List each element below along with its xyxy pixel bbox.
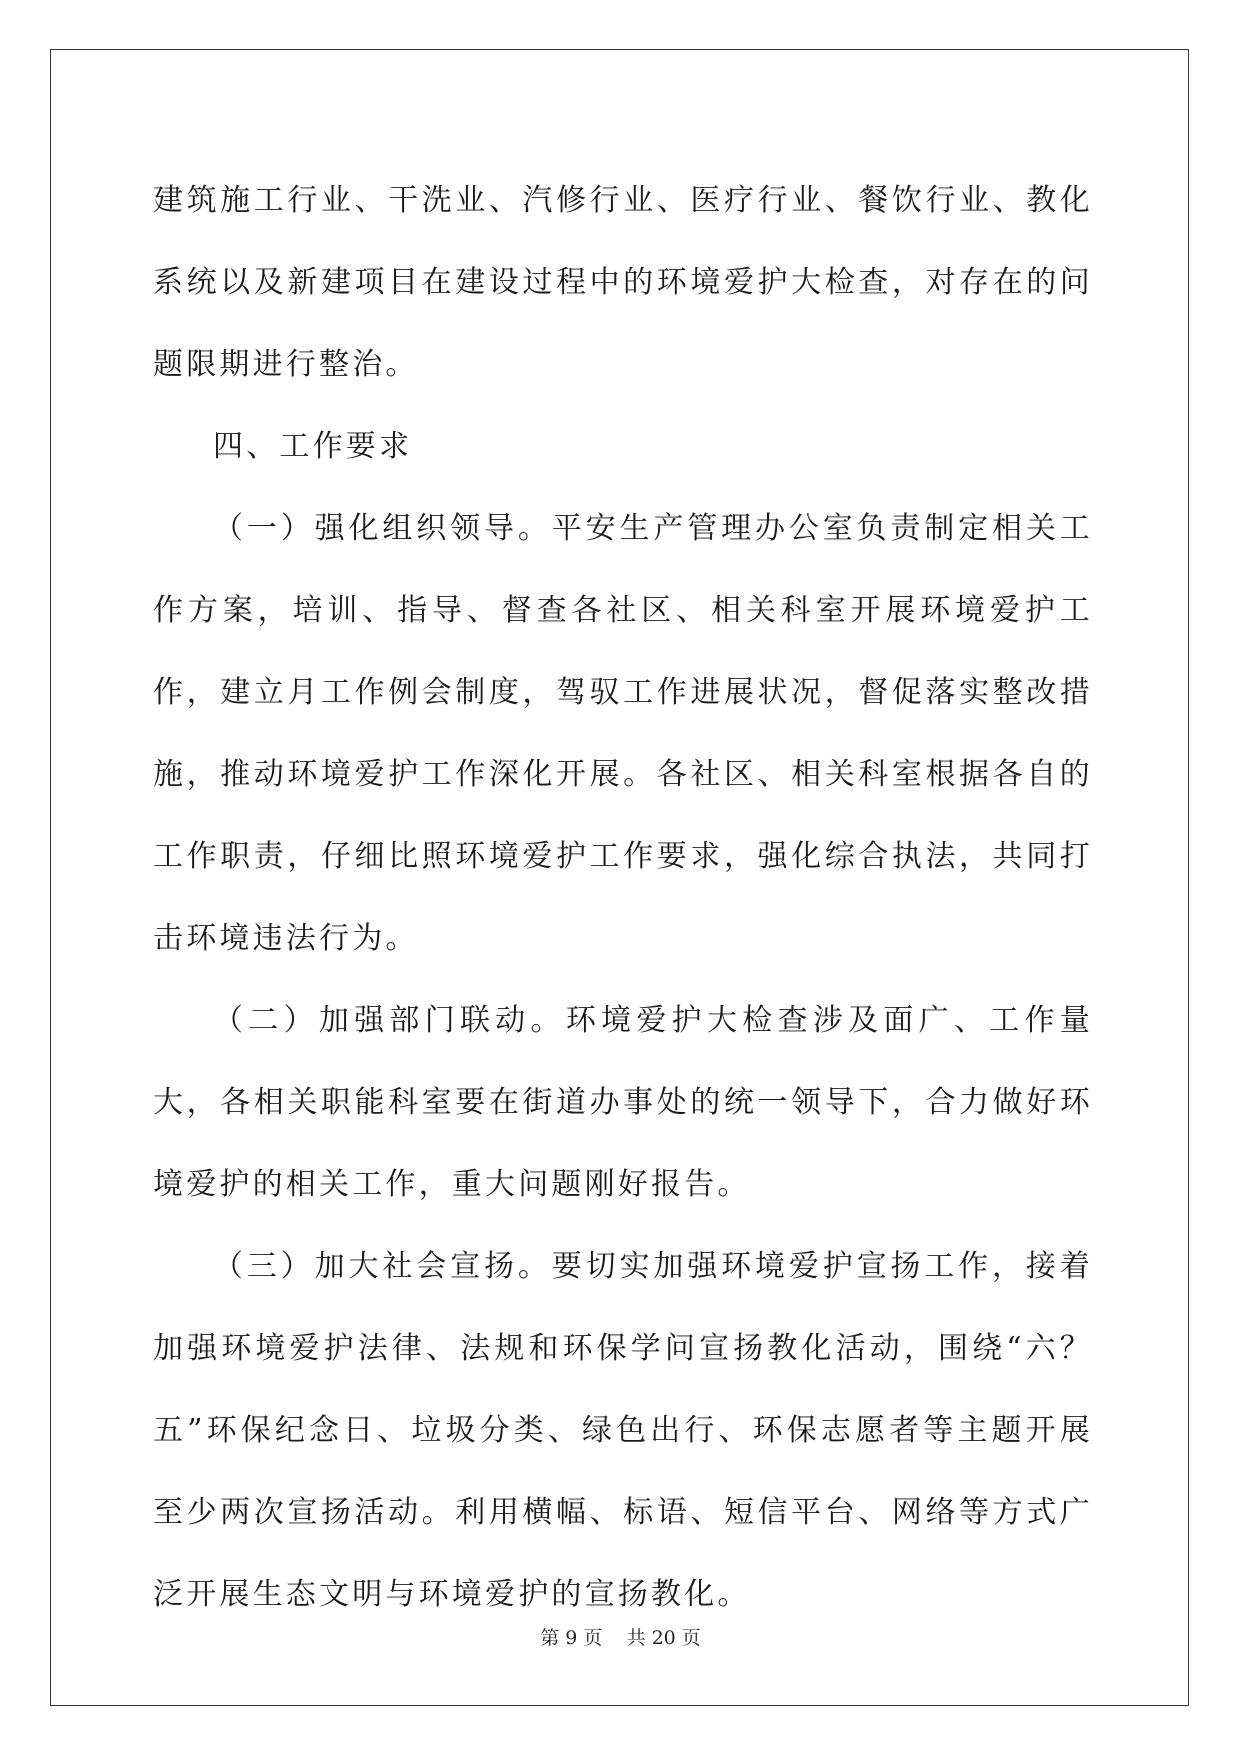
section-heading: 四、工作要求 <box>213 429 413 464</box>
paragraph-item-3: （三）加大社会宣扬。要切实加强环境爱护宣扬工作，接着加强环境爱护法律、法规和环保学问宣扬教化活动，围绕“六？五”环保纪念日、垃圾分类、绿色出行、环保志愿者等主题开展至少两次宣扬活动。利用横幅、标语、短信平台、网络等方式广泛开展生态文明与环境爱护的宣扬教化。 <box>153 1249 1093 1612</box>
paragraph-item-2: （二）加强部门联动。环境爱护大检查涉及面广、工作量大，各相关职能科室要在街道办事处的统一领导下，合力做好环境爱护的相关工作，重大问题刚好报告。 <box>153 1003 1093 1202</box>
paragraph-continuation: 建筑施工行业、干洗业、汽修行业、医疗行业、餐饮行业、教化系统以及新建项目在建设过程中的环境爱护大检查，对存在的问题限期进行整治。 <box>153 183 1093 382</box>
page-number-label: 第 9 页 共 20 页 <box>540 1627 701 1649</box>
document-body <box>153 160 1093 1636</box>
page-number-footer <box>0 1626 1241 1650</box>
paragraph-item-1: （一）强化组织领导。平安生产管理办公室负责制定相关工作方案，培训、指导、督查各社区、相关科室开展环境爱护工作，建立月工作例会制度，驾驭工作进展状况，督促落实整改措施，推动环境爱护工作深化开展。各社区、相关科室根据各自的工作职责，仔细比照环境爱护工作要求，强化综合执法，共同打击环境违法行为。 <box>153 511 1093 956</box>
